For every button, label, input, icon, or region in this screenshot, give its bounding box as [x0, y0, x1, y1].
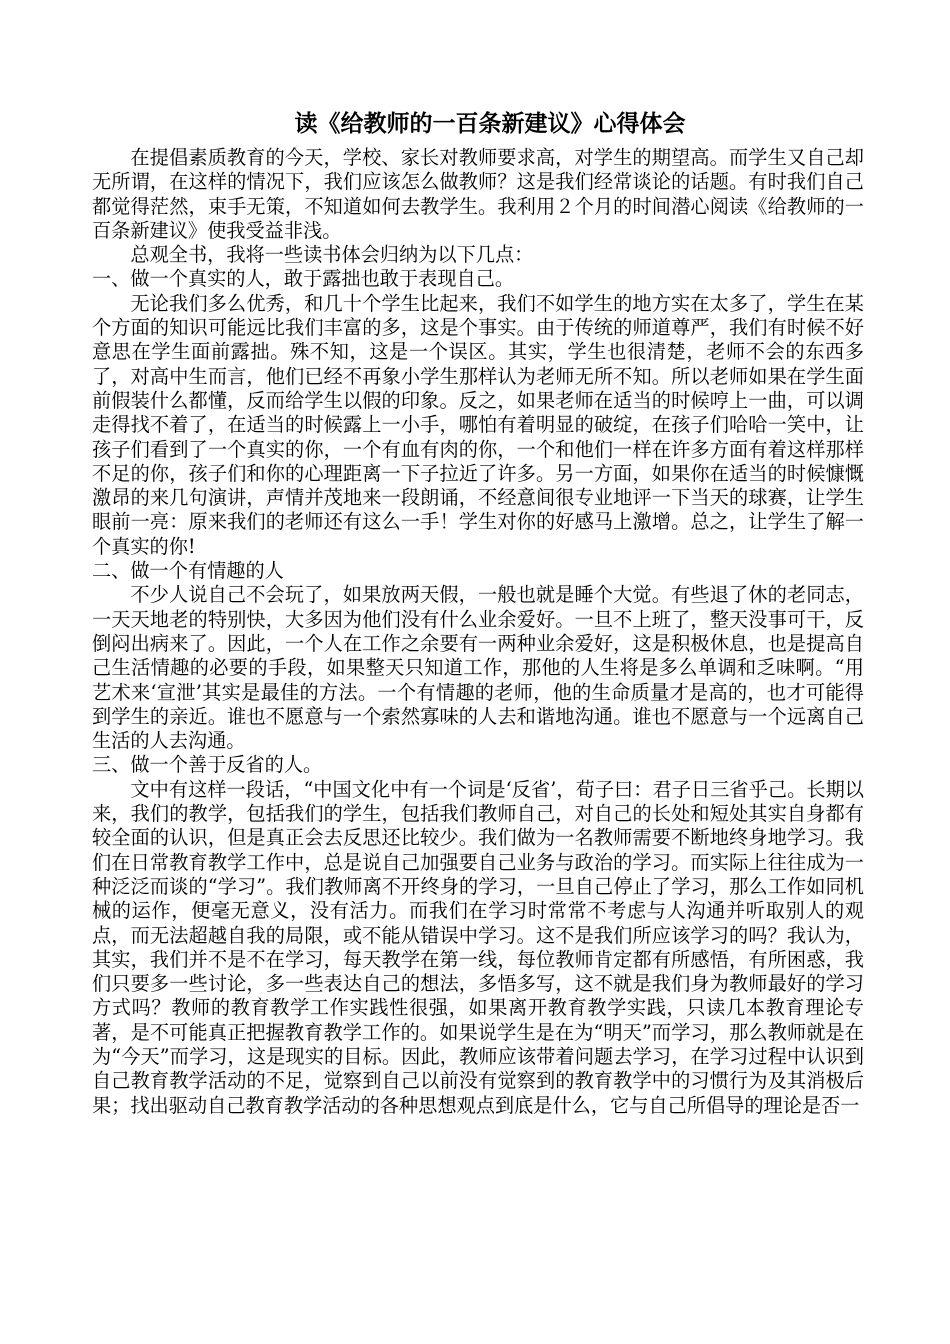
paragraph-overview: 总观全书，我将一些读书体会归纳为以下几点：	[130, 243, 534, 267]
paragraph-section-1: 无论我们多么优秀，和几十个学生比起来，我们不如学生的地方实在太多了，学生在某个方面的知识可能远比我们丰富的多，这是个事实。由于传统的师道尊严，我们有时候不好意思在学生面前露拙。殊不知，这是一个误区。其实，学生也很清楚，老师不会的东西多了，对高中生而言，他们已经不再象小学生那样认为老师无所不知。所以老师如果在学生面前假装什么都懂，反而给学生以假的印象。反之，如果老师在适当的时候哼上一曲，可以调走得找不着了，在适当的时候露上一小手，哪怕有着明显的破绽，在孩子们哈哈一笑中，让孩子们看到了一个真实的你，一个有血有肉的你，一个和他们一样在许多方面有着这样那样不足的你，孩子们和你的心理距离一下子拉近了许多。另一方面，如果你在适当的时候慷慨激昂的来几句演讲，声情并茂地来一段朗诵，不经意间很专业地评一下当天的球赛，让学生眼前一亮：原来我们的老师还有这么一手！学生对你的好感马上激增。总之，让学生了解一个真实的你!	[92, 291, 864, 558]
document-title: 读《给教师的一百条新建议》心得体会	[294, 111, 686, 137]
paragraph-intro: 在提倡素质教育的今天，学校、家长对教师要求高，对学生的期望高。而学生又自己却无所谓，在这样的情况下，我们应该怎么做教师？这是我们经常谈论的话题。有时我们自己都觉得茫然，束手无策，不知道如何去教学生。我利用２个月的时间潜心阅读《给教师的一百条新建议》使我受益非浅。	[92, 146, 864, 242]
section-heading-1: 一、做一个真实的人，敢于露拙也敢于表现自己。	[92, 267, 515, 291]
paragraph-section-2: 不少人说自己不会玩了，如果放两天假，一般也就是睡个大觉。有些退了休的老同志，一天天地老的特别快，大多因为他们没有什么业余爱好。一旦不上班了，整天没事可干，反倒闷出病来了。因此，一个人在工作之余要有一两种业余爱好，这是积极休息，也是提高自己生活情趣的必要的手段，如果整天只知道工作，那他的人生将是多么单调和乏味啊。“用艺术来‘宣泄’其实是最佳的方法。一个有情趣的老师，他的生命质量才是高的，也才可能得到学生的亲近。谁也不愿意与一个索然寡味的人去和谐地沟通。谁也不愿意与一个远离自己生活的人去沟通。	[92, 583, 864, 753]
section-heading-2: 二、做一个有情趣的人	[92, 559, 284, 583]
document-body	[92, 146, 864, 1118]
section-heading-3: 三、做一个善于反省的人。	[92, 753, 323, 777]
paragraph-section-3: 文中有这样一段话，“中国文化中有一个词是‘反省’，荀子曰：君子日三省乎己。长期以来，我们的教学，包括我们的学生，包括我们教师自己，对自己的长处和短处其实自身都有较全面的认识，但是真正会去反思还比较少。我们做为一名教师需要不断地终身地学习。我们在日常教育教学工作中，总是说自己加强要自己业务与政治的学习。而实际上往往成为一种泛泛而谈的“学习”。我们教师离不开终身的学习，一旦自己停止了学习，那么工作如同机械的运作，便毫无意义，没有活力。而我们在学习时常常不考虑与人沟通并听取别人的观点，而无法超越自我的局限，或不能从错误中学习。这不是我们所应该学习的吗？我认为，其实，我们并不是不在学习，每天教学在第一线，每位教师肯定都有所感悟，有所困惑，我们只要多一些讨论，多一些表达自己的想法，多悟多写，这不就是我们身为教师最好的学习方式吗？教师的教育教学工作实践性很强，如果离开教育教学实践，只读几本教育理论专著，是不可能真正把握教育教学工作的。如果说学生是在为“明天”而学习，那么教师就是在为“今天”而学习，这是现实的目标。因此，教师应该带着问题去学习，在学习过程中认识到自己教育教学活动的不足，觉察到自己以前没有觉察到的教育教学中的习惯行为及其消极后果；找出驱动自己教育教学活动的各种思想观点到底是什么，它与自己所倡导的理论是否一	[92, 777, 864, 1117]
